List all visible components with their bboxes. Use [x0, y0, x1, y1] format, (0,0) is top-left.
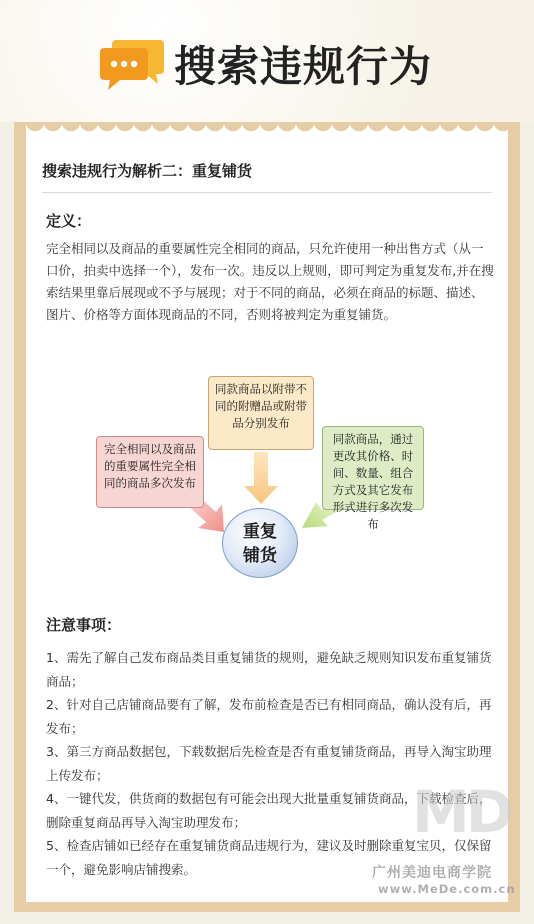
list-item: 2、针对自己店铺商品要有了解，发布前检查是否已有相同商品，确认没有后，再发布；	[46, 697, 492, 736]
list-item: 3、第三方商品数据包，下载数据后先检查是否有重复铺货商品，再导入淘宝助理上传发布；	[46, 744, 492, 783]
watermark-name: 广州美迪电商学院	[372, 865, 492, 881]
diagram-center-line1: 重复	[243, 522, 277, 542]
list-item: 5、检查店铺如已经存在重复铺货商品违规行为，建议及时删除重复宝贝，仅保留一个，避免影响店铺搜索。	[46, 838, 492, 877]
diagram-box-left: 完全相同以及商品的重要属性完全相同的商品多次发布	[96, 436, 204, 508]
definition-body: 完全相同以及商品的重要属性完全相同的商品，只允许使用一种出售方式（从一口价，拍卖中选择一个），发布一次。违反以上规则，即可判定为重复发布,并在搜索结果里靠后展现或不予与展现；对于不同的商品，必须在商品的标题、描述、图片、价格等方面体现商品的不同，否则将被判定为重复铺货。	[46, 241, 494, 322]
section-title: 搜索违规行为解析二：重复铺货	[42, 162, 253, 180]
diagram-box-right: 同款商品，通过更改其价格、时间、数量、组合方式及其它发布形式进行多次发布	[322, 426, 424, 510]
list-item: 4、一键代发，供货商的数据包有可能会出现大批量重复铺货商品，下载检查后，删除重复商品再导入淘宝助理发布；	[46, 791, 492, 830]
arrow-top	[244, 452, 278, 504]
diagram-center	[222, 508, 298, 578]
page-header	[0, 0, 534, 122]
paper-scalloped-edge	[26, 122, 508, 142]
watermark-logo: MD	[412, 778, 510, 846]
chat-bubble-icon	[98, 36, 166, 94]
diagram-box-top: 同款商品以附带不同的附赠品或附带品分别发布	[208, 376, 314, 450]
watermark	[368, 778, 518, 908]
diagram-center-line2: 铺货	[243, 546, 277, 566]
watermark-url: www.MeDe.com.cn	[378, 882, 516, 896]
divider	[42, 192, 492, 193]
page-title: 搜索违规行为	[174, 42, 433, 91]
definition-label: 定义：	[46, 212, 92, 230]
list-item: 1、需先了解自己发布商品类目重复铺货的规则，避免缺乏规则知识发布重复铺货商品；	[46, 650, 492, 689]
duplicate-listing-diagram	[90, 362, 430, 590]
notes-label: 注意事项：	[46, 616, 122, 634]
